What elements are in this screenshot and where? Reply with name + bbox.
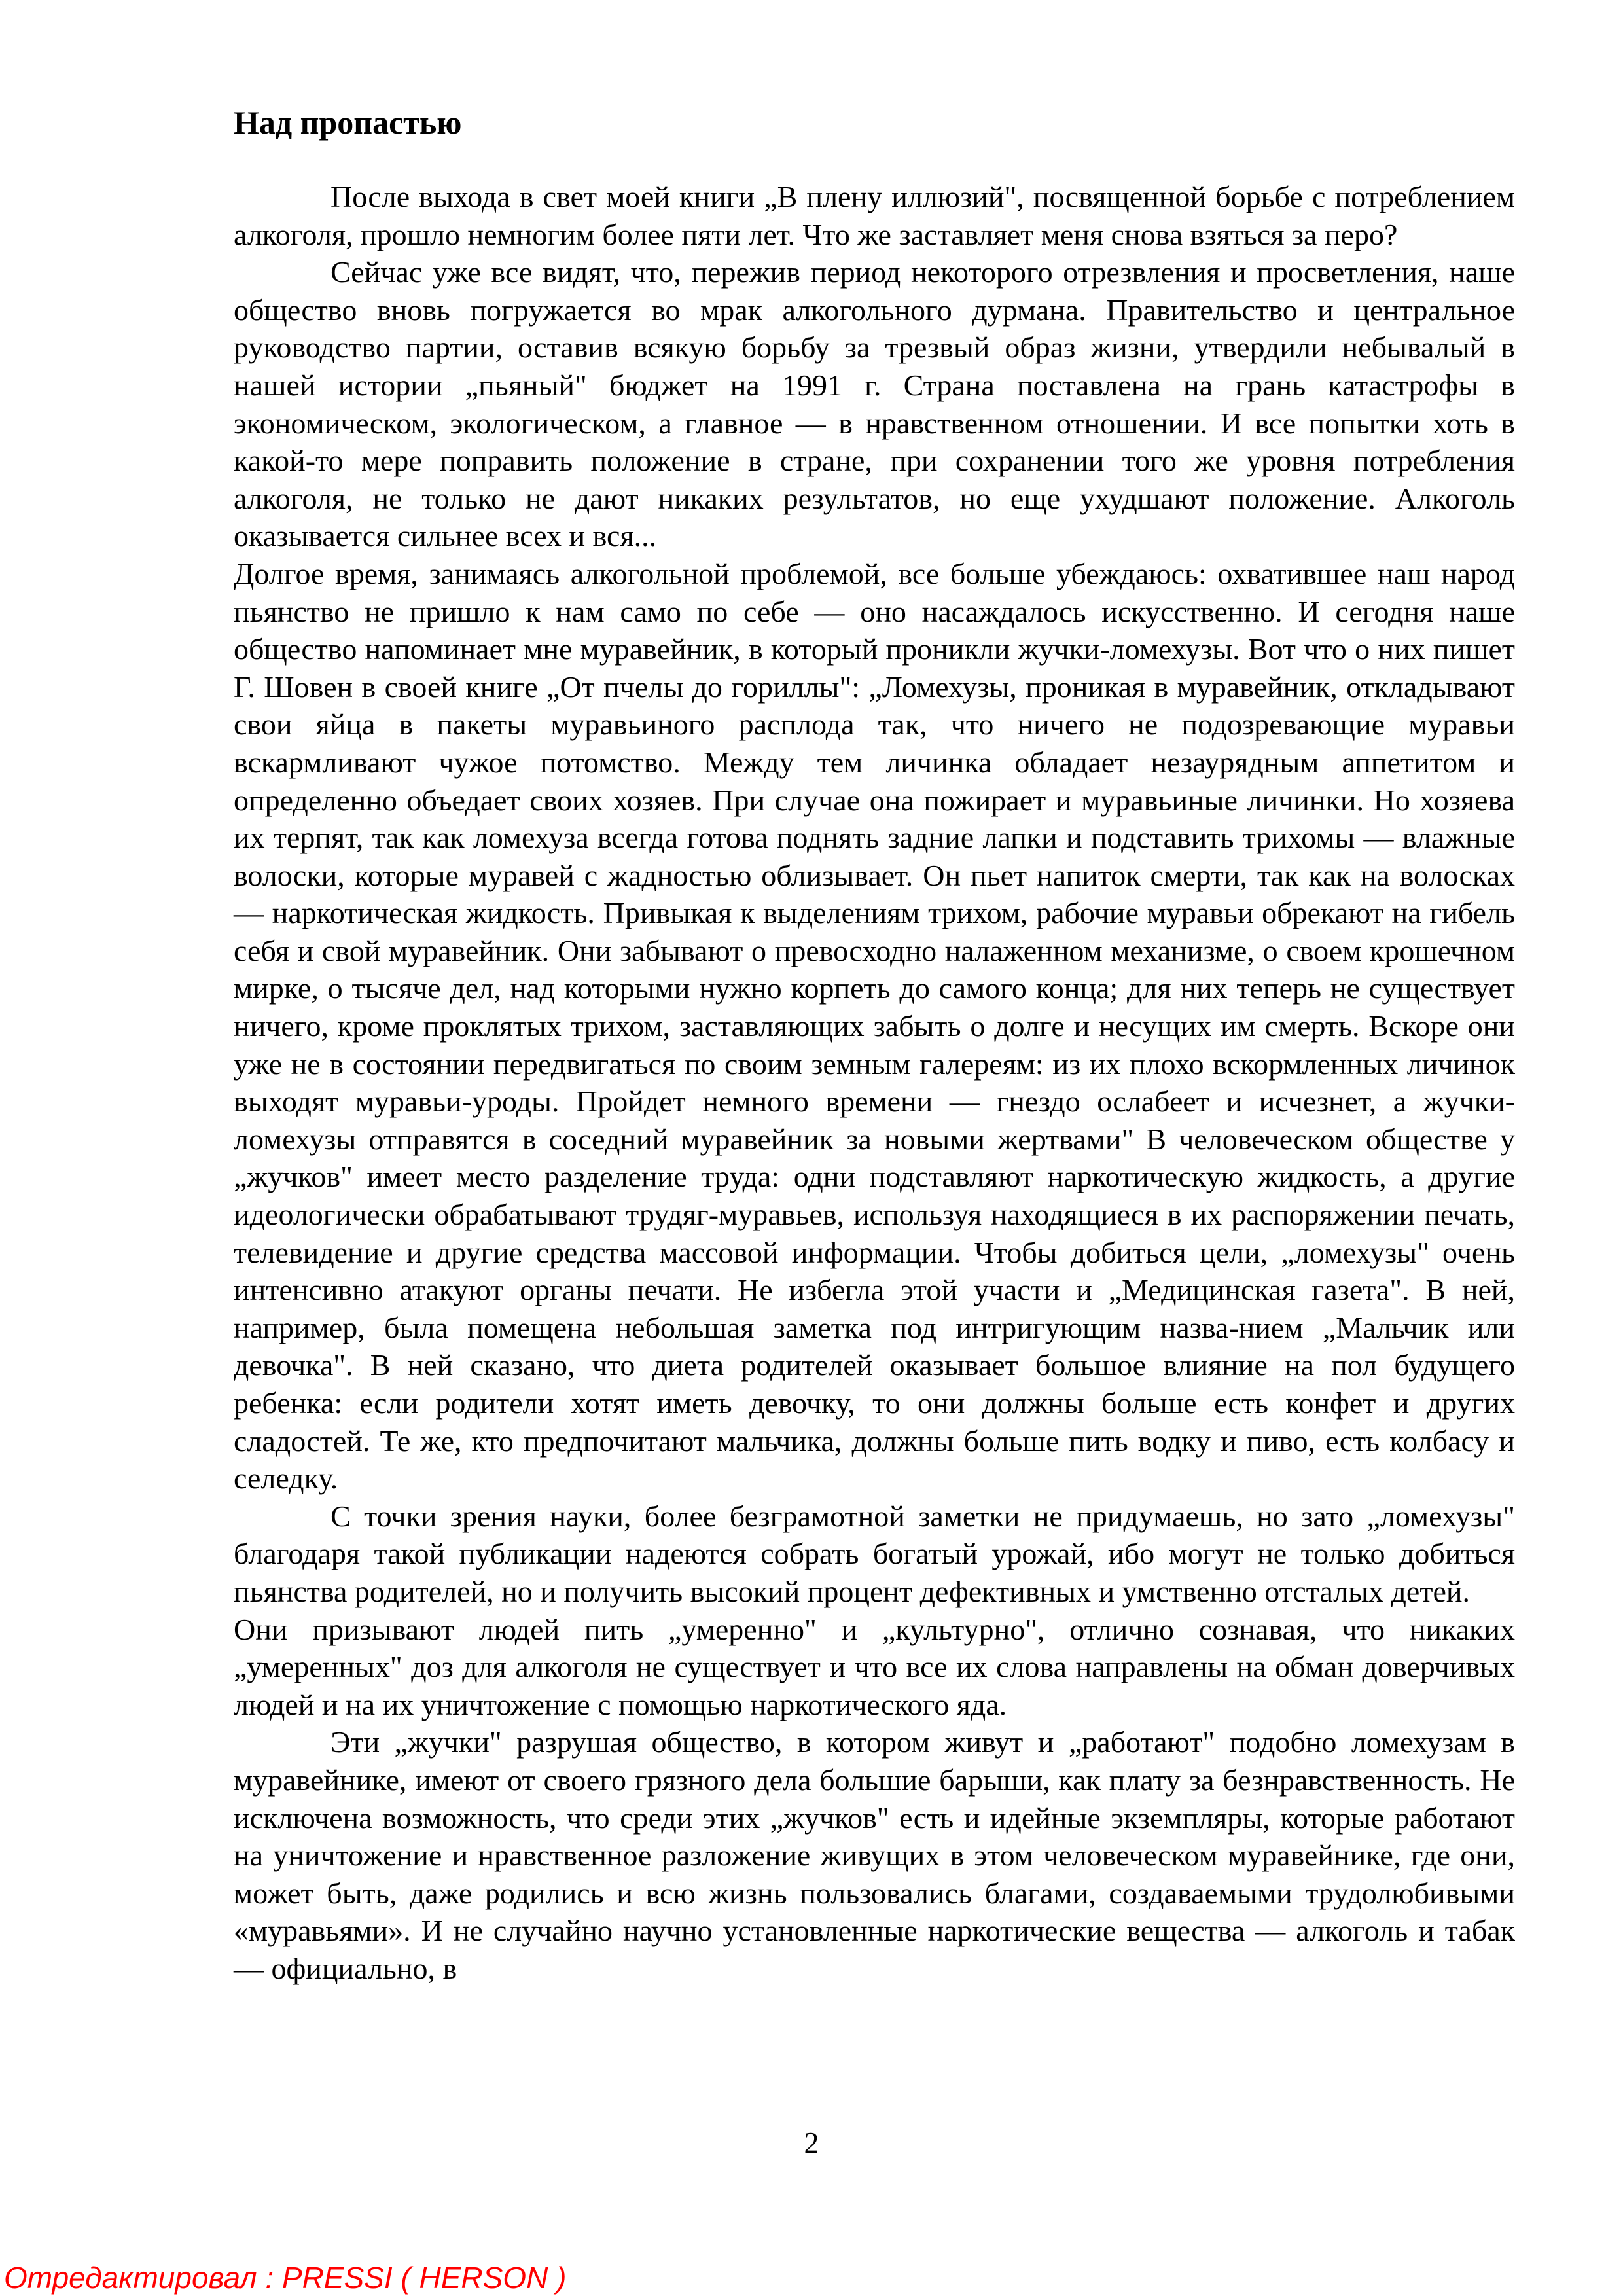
document-title: Над пропастью [234, 104, 462, 141]
paragraph-2: Сейчас уже все видят, что, пережив период некоторого отрезвления и просветления, наше общество вновь погружается во мрак алкогольного дурмана. Правительство и центральное руководство партии, оставив всякую борьбу за трезвый образ жизни, утвердили небывалый в нашей истории „пьяный" бюджет на 1991 г. Страна поставлена на грань катастрофы в экономическом, экологическом, а главное — в нравственном отношении. И все попытки хоть в какой-то мере поправить положение в стране, при сохранении того же уровня потребления алкоголя, не только не дают никаких результатов, но еще ухудшают положение. Алкоголь оказывается сильнее всех и вся... [234, 255, 1515, 553]
paragraph-6: Эти „жучки" разрушая общество, в котором живут и „работают" подобно ломехузам в муравейнике, имеют от своего грязного дела большие барыши, как плату за безнравственность. Не исключена возможность, что среди этих „жучков" есть и идейные экземпляры, которые работают на уничтожение и нравственное разложение живущих в этом человеческом муравейнике, где они, может быть, даже родились и всю жизнь пользовались благами, создаваемыми трудолюбивыми «муравьями». И не случайно научно установленные наркотические вещества — алкоголь и табак — официально, в [234, 1725, 1515, 1985]
paragraph-4: С точки зрения науки, более безграмотной заметки не придумаешь, но зато „ломехузы" благодаря такой публикации надеются собрать богатый урожай, ибо могут не только добиться пьянства родителей, но и получить высокий процент дефективных и умственно отсталых детей. [234, 1499, 1515, 1608]
page-number: 2 [804, 2126, 819, 2159]
editor-credit: Отредактировал : PRESSI ( HERSON ) [4, 2261, 567, 2295]
paragraph-3: Долгое время, занимаясь алкогольной проблемой, все больше убеждаюсь: охватившее наш народ пьянство не пришло к нам само по себе — оно насаждалось искусственно. И сегодня наше общество напоминает мне муравейник, в который проникли жучки-ломехузы. Вот что о них пишет Г. Шовен в своей книге „От пчелы до гориллы": „Ломехузы, проникая в муравейник, откладывают свои яйца в пакеты муравьиного расплода так, что ничего не подозревающие муравьи вскармливают чужое потомство. Между тем личинка обладает незаурядным аппетитом и определенно объедает своих хозяев. При случае она пожирает и муравьиные личинки. Но хозяева их терпят, так как ломехуза всегда готова поднять задние лапки и подставить трихомы — влажные волоски, которые муравей с жадностью облизывает. Он пьет напиток смерти, так как на волосках — наркотическая жидкость. Привыкая к выделениям трихом, рабочие муравьи обрекают на гибель себя и свой муравейник. Они забывают о превосходно налаженном механизме, о своем крошечном мирке, о тысяче дел, над которыми нужно корпеть до самого конца; для них теперь не существует ничего, кроме проклятых трихом, заставляющих забыть о долге и несущих им смерть. Вскоре они уже не в состоянии передвигаться по своим земным галереям: из их плохо вскормленных личинок выходят муравьи-уроды. Пройдет немного времени — гнездо ослабеет и исчезнет, а жучки-ломехузы отправятся в соседний муравейник за новыми жертвами" В человеческом обществе у „жучков" имеет место разделение труда: одни подставляют наркотическую жидкость, а другие идеологически обрабатывают трудяг-муравьев, используя находящиеся в их распоряжении печать, телевидение и другие средства массовой информации. Чтобы добиться цели, „ломехузы" очень интенсивно атакуют органы печати. Не избегла этой участи и „Медицинская газета". В ней, например, была помещена небольшая заметка под интригующим назва-нием „Мальчик или девочка". В ней сказано, что диета родителей оказывает большое влияние на пол будущего ребенка: если родители хотят иметь девочку, то они должны больше есть конфет и других сладостей. Те же, кто предпочитают мальчика, должны больше пить водку и пиво, есть колбасу и селедку. [234, 556, 1515, 1496]
paragraph-5: Они призывают людей пить „умеренно" и „культурно", отлично сознавая, что никаких „умеренных" доз для алкоголя не существует и что все их слова направлены на обман доверчивых людей и на их уничтожение с помощью наркотического яда. [234, 1612, 1515, 1721]
document-body [234, 178, 1515, 1988]
paragraph-1: После выхода в свет моей книги „В плену иллюзий", посвященной борьбе с потреблением алкоголя, прошло немногим более пяти лет. Что же заставляет меня снова взяться за перо? [234, 180, 1515, 251]
